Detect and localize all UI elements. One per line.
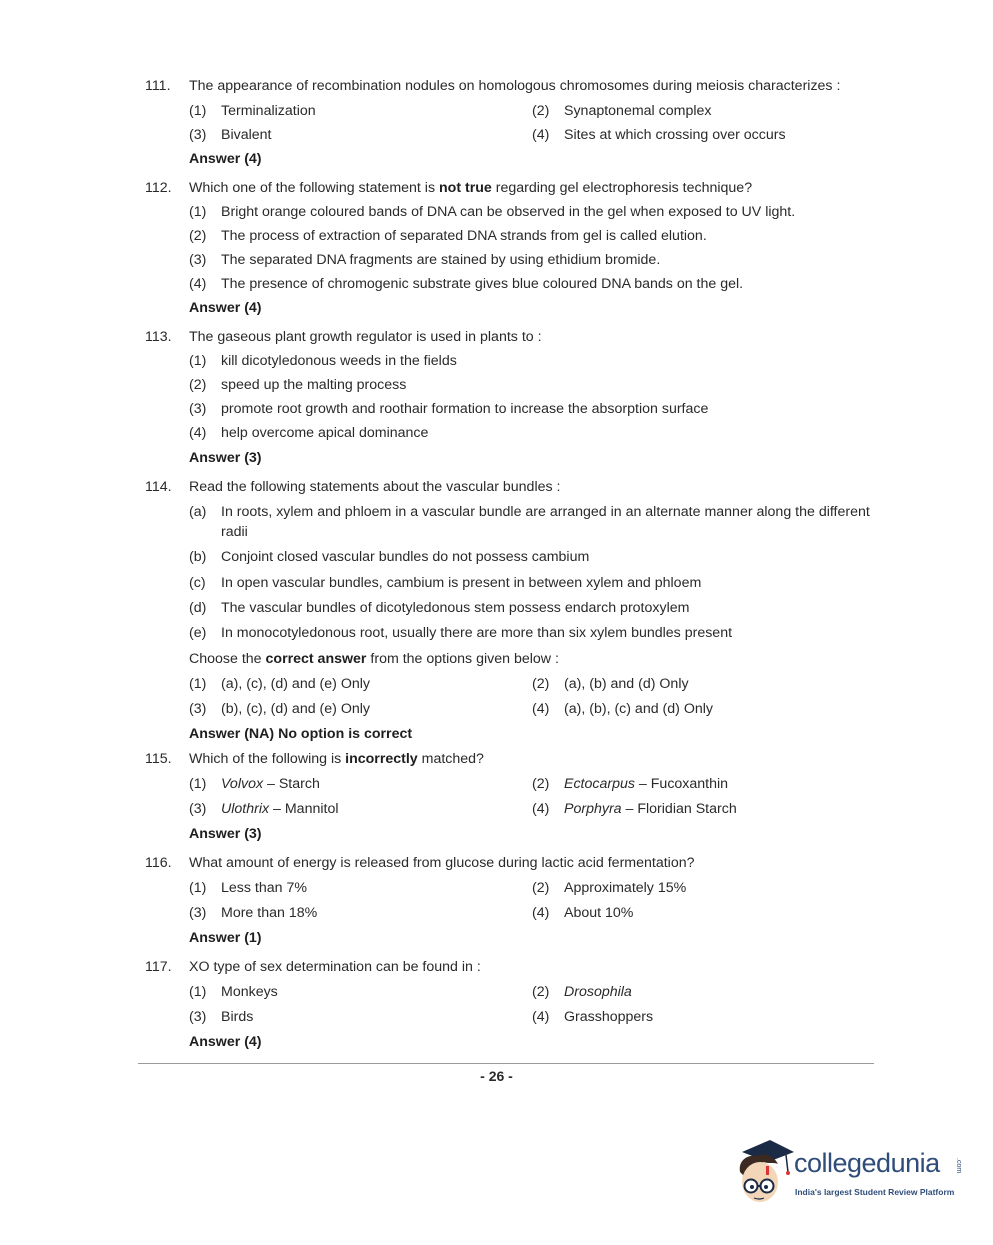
answer: Answer (4)	[189, 1034, 262, 1050]
question-number: 111.	[145, 78, 171, 94]
brand-name: collegedunia	[794, 1148, 940, 1178]
brand-suffix: .com	[955, 1158, 962, 1174]
question-text: Which of the following is incorrectly matched?	[189, 751, 484, 767]
question-number: 113.	[145, 329, 172, 345]
choose-instruction: Choose the correct answer from the options given below :	[189, 651, 559, 667]
answer: Answer (4)	[189, 151, 262, 167]
question-text: What amount of energy is released from glucose during lactic acid fermentation?	[189, 855, 695, 871]
footer-divider	[138, 1063, 874, 1064]
answer: Answer (1)	[189, 930, 262, 946]
question-number: 116.	[145, 855, 172, 871]
question-number: 114.	[145, 479, 172, 495]
answer: Answer (3)	[189, 450, 262, 466]
collegedunia-logo[interactable]	[734, 1138, 964, 1208]
question-number: 115.	[145, 751, 172, 767]
question-text: Read the following statements about the vascular bundles :	[189, 479, 561, 495]
question-text: XO type of sex determination can be found in :	[189, 959, 481, 975]
page-number: - 26 -	[480, 1068, 513, 1084]
answer: Answer (NA) No option is correct	[189, 726, 413, 742]
answer: Answer (3)	[189, 826, 262, 842]
question-number: 117.	[145, 959, 172, 975]
question-number: 112.	[145, 180, 172, 196]
question-text: The appearance of recombination nodules on homologous chromosomes during meiosis characterizes :	[189, 78, 841, 94]
brand-tagline: India's largest Student Review Platform	[795, 1187, 955, 1197]
answer: Answer (4)	[189, 300, 262, 316]
question-text: The gaseous plant growth regulator is used in plants to :	[189, 329, 542, 345]
question-text: Which one of the following statement is not true regarding gel electrophoresis technique?	[189, 180, 753, 196]
mascot-icon	[734, 1138, 796, 1208]
